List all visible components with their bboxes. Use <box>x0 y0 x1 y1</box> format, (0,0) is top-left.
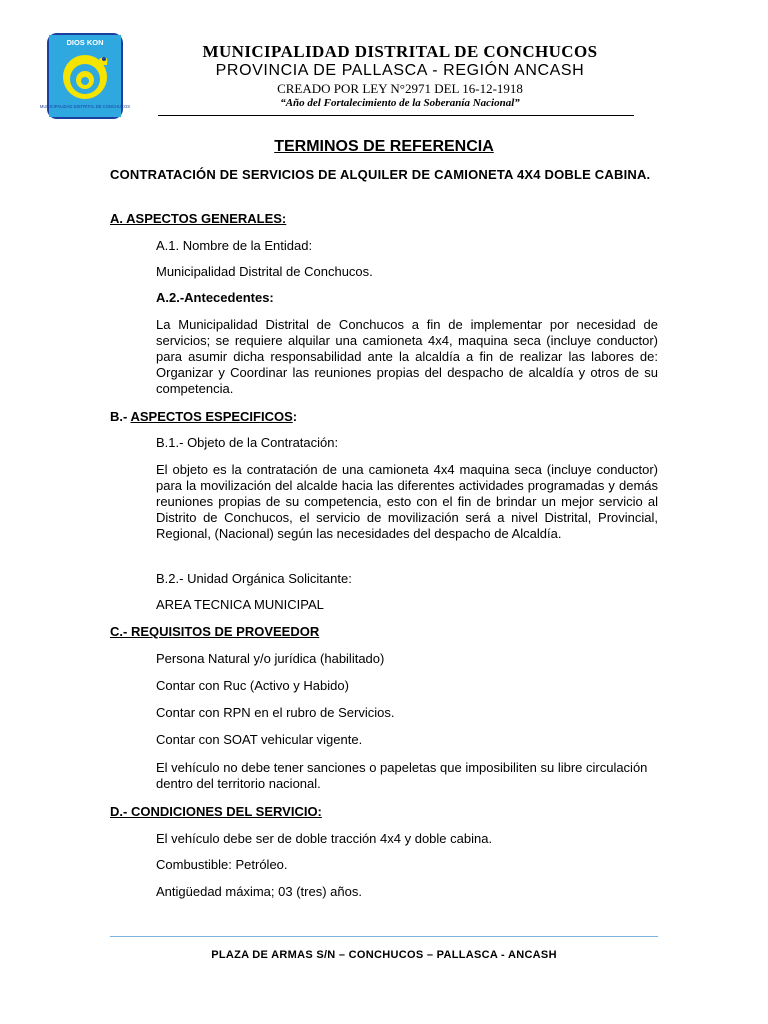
section-a-heading: A. ASPECTOS GENERALES: <box>110 211 287 226</box>
list-item: Contar con SOAT vehicular vigente. <box>156 732 363 747</box>
section-b-title: ASPECTOS ESPECIFICOS <box>130 409 293 424</box>
document-title: TERMINOS DE REFERENCIA <box>274 138 494 155</box>
section-d-heading: D.- CONDICIONES DEL SERVICIO: <box>110 804 322 819</box>
header-province: PROVINCIA DE PALLASCA - REGIÓN ANCASH <box>215 62 585 79</box>
list-item: Contar con Ruc (Activo y Habido) <box>156 678 349 693</box>
section-b-prefix: B.- <box>110 409 131 424</box>
section-b2-value: AREA TECNICA MUNICIPAL <box>156 597 324 612</box>
header-municipality-name: MUNICIPALIDAD DISTRITAL DE CONCHUCOS <box>202 42 598 61</box>
section-b1-paragraph: El objeto es la contratación de una camioneta 4x4 maquina seca (incluye conductor) para la movilización del alcalde hacia las diferentes actividades programadas y demás reuniones propias de su competencia, esto con el fin de brindar un mejor servicio al Distrito de Conchucos, el servicio de movilización será a nivel Distrital, Provincial, Regional, (Nacional) según las necesidades del despacho de Alcaldía. <box>156 462 658 541</box>
section-a1-value: Municipalidad Distrital de Conchucos. <box>156 264 373 279</box>
document-subject: CONTRATACIÓN DE SERVICIOS DE ALQUILER DE CAMIONETA 4X4 DOBLE CABINA. <box>110 167 651 182</box>
snake-emblem-icon <box>39 35 131 117</box>
section-b-suffix: : <box>292 409 298 424</box>
header-creation-law: CREADO POR LEY N°2971 DEL 16-12-1918 <box>277 81 523 96</box>
section-a2-paragraph: La Municipalidad Distrital de Conchucos a fin de implementar por necesidad de servicios; se requiere alquilar una camioneta 4x4, maquina seca (incluye conductor) para asumir dicha responsabilidad ante la alcaldía a fin de realizar las labores de: Organizar y Coordinar las reuniones propias del despacho de alcaldía y otros de su competencia. <box>156 317 658 396</box>
logo-text: DIOS KON <box>66 38 104 47</box>
list-item: Contar con RPN en el rubro de Servicios. <box>156 705 395 720</box>
section-b1-label: B.1.- Objeto de la Contratación: <box>156 435 339 450</box>
list-item: El vehículo debe ser de doble tracción 4x4 y doble cabina. <box>156 831 493 846</box>
footer-address: PLAZA DE ARMAS S/N – CONCHUCOS – PALLASCA - ANCASH <box>211 949 557 961</box>
header-year-motto: “Año del Fortalecimiento de la Soberanía Nacional” <box>280 97 520 109</box>
footer-divider <box>110 936 658 937</box>
header-divider <box>158 115 634 116</box>
list-item: Combustible: Petróleo. <box>156 857 288 872</box>
section-b-heading <box>110 409 658 425</box>
section-c-heading: C.- REQUISITOS DE PROVEEDOR <box>110 624 320 639</box>
list-item: Persona Natural y/o jurídica (habilitado) <box>156 651 385 666</box>
list-item: Antigüedad máxima; 03 (tres) años. <box>156 884 362 899</box>
list-item: El vehículo no debe tener sanciones o papeletas que imposibiliten su libre circulación dentro del territorio nacional. <box>156 760 648 791</box>
section-b2-label: B.2.- Unidad Orgánica Solicitante: <box>156 571 352 586</box>
municipal-logo <box>39 33 131 119</box>
logo-caption: MUNICIPALIDAD DISTRITAL DE CONCHUCOS <box>39 104 131 109</box>
section-a2-label: A.2.-Antecedentes: <box>156 290 274 305</box>
section-a1-label: A.1. Nombre de la Entidad: <box>156 238 313 253</box>
